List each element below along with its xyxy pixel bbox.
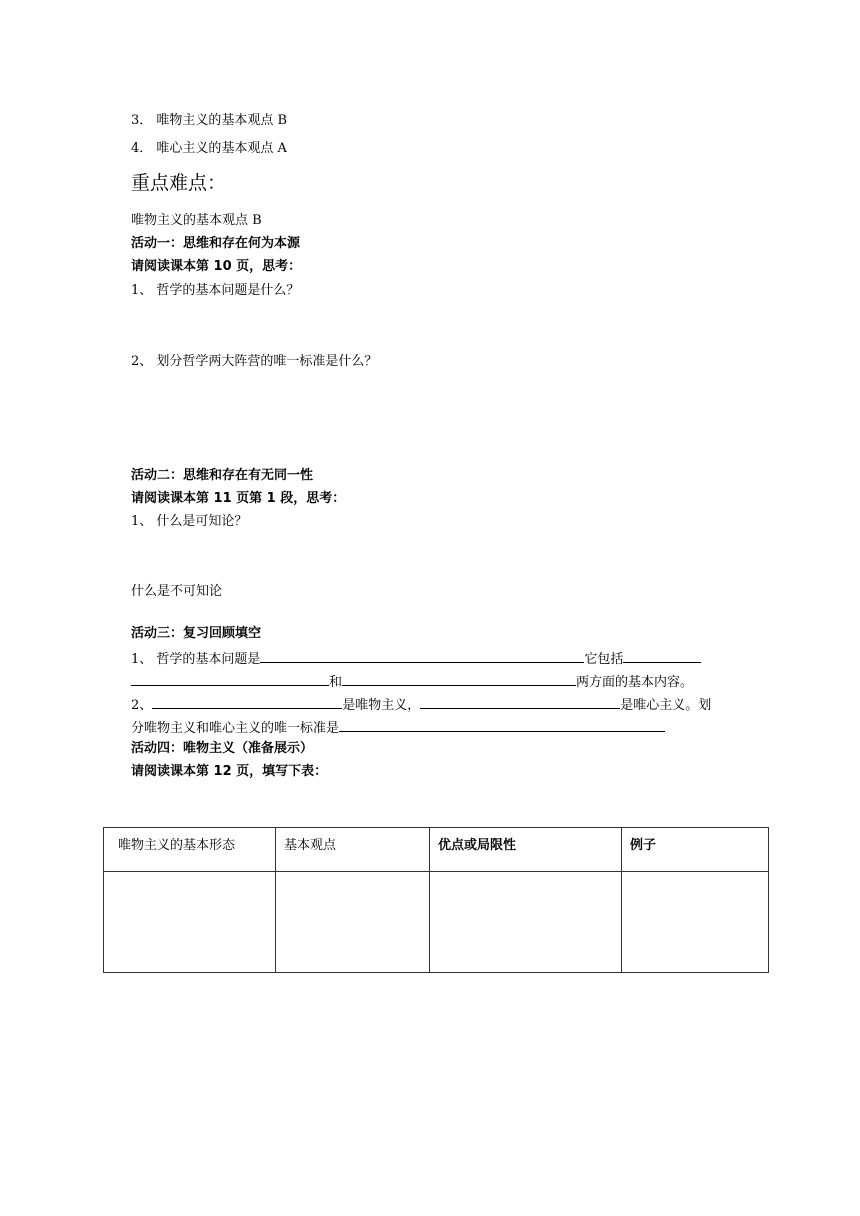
activity3-title: 活动三：复习回顾填空 bbox=[131, 626, 262, 641]
table-header-examples: 例子 bbox=[622, 828, 769, 872]
blank-materialism[interactable] bbox=[152, 694, 342, 709]
blank-criterion[interactable] bbox=[339, 717, 665, 732]
activity2-title: 活动二：思维和存在有无同一性 bbox=[131, 468, 314, 483]
fill-text-two-aspects: 两方面的基本内容。 bbox=[576, 675, 694, 690]
table-header-forms: 唯物主义的基本形态 bbox=[104, 828, 276, 872]
fill-text-is-idealism: 是唯心主义。划 bbox=[620, 698, 712, 713]
table-header-viewpoint: 基本观点 bbox=[276, 828, 430, 872]
table-cell-merits[interactable] bbox=[430, 872, 622, 973]
blank-basic-question[interactable] bbox=[260, 648, 584, 663]
fill-text-includes: 它包括 bbox=[584, 652, 624, 667]
blank-aspect-2[interactable] bbox=[342, 671, 576, 686]
activity2-question-2: 什么是不可知论 bbox=[131, 584, 223, 599]
table-header-row bbox=[104, 828, 769, 872]
fill-text-criterion: 分唯物主义和唯心主义的唯一标准是 bbox=[131, 721, 340, 736]
activity1-title: 活动一：思维和存在何为本源 bbox=[131, 236, 301, 251]
table-header-merits: 优点或局限性 bbox=[430, 828, 622, 872]
activity1-instruction: 请阅读课本第 10 页，思考： bbox=[131, 259, 302, 274]
blank-idealism[interactable] bbox=[420, 694, 620, 709]
objective-4: 4． 唯心主义的基本观点 A bbox=[131, 141, 287, 156]
activity1-question-2: 2、 划分哲学两大阵营的唯一标准是什么？ bbox=[131, 354, 378, 369]
table-row bbox=[104, 872, 769, 973]
activity1-question-1: 1、 哲学的基本问题是什么？ bbox=[131, 283, 300, 298]
table-cell-forms[interactable] bbox=[104, 872, 276, 973]
fill-line-1 bbox=[131, 648, 701, 669]
activity2-question-1: 1、 什么是可知论？ bbox=[131, 514, 248, 529]
fill-text-is-materialism: 是唯物主义， bbox=[342, 698, 421, 713]
key-points-heading: 重点难点： bbox=[131, 172, 227, 194]
fill-line-4 bbox=[131, 717, 665, 738]
fill-line-2 bbox=[131, 671, 693, 692]
activity2-instruction: 请阅读课本第 11 页第 1 段，思考： bbox=[131, 491, 346, 506]
fill-text-and: 和 bbox=[329, 675, 343, 690]
table-cell-examples[interactable] bbox=[622, 872, 769, 973]
blank-aspect-1[interactable] bbox=[131, 671, 329, 686]
fill-line-3 bbox=[131, 694, 711, 715]
fill-text-item-2: 2、 bbox=[131, 698, 153, 713]
blank-aspect-1-start[interactable] bbox=[623, 648, 701, 663]
activity4-title: 活动四：唯物主义（准备展示） bbox=[131, 741, 314, 756]
key-points-text: 唯物主义的基本观点 B bbox=[131, 213, 262, 228]
activity4-instruction: 请阅读课本第 12 页，填写下表： bbox=[131, 764, 328, 779]
table-cell-viewpoint[interactable] bbox=[276, 872, 430, 973]
objective-3: 3． 唯物主义的基本观点 B bbox=[131, 113, 288, 128]
fill-text-basic-question: 1、 哲学的基本问题是 bbox=[131, 652, 261, 667]
materialism-table bbox=[103, 827, 769, 973]
